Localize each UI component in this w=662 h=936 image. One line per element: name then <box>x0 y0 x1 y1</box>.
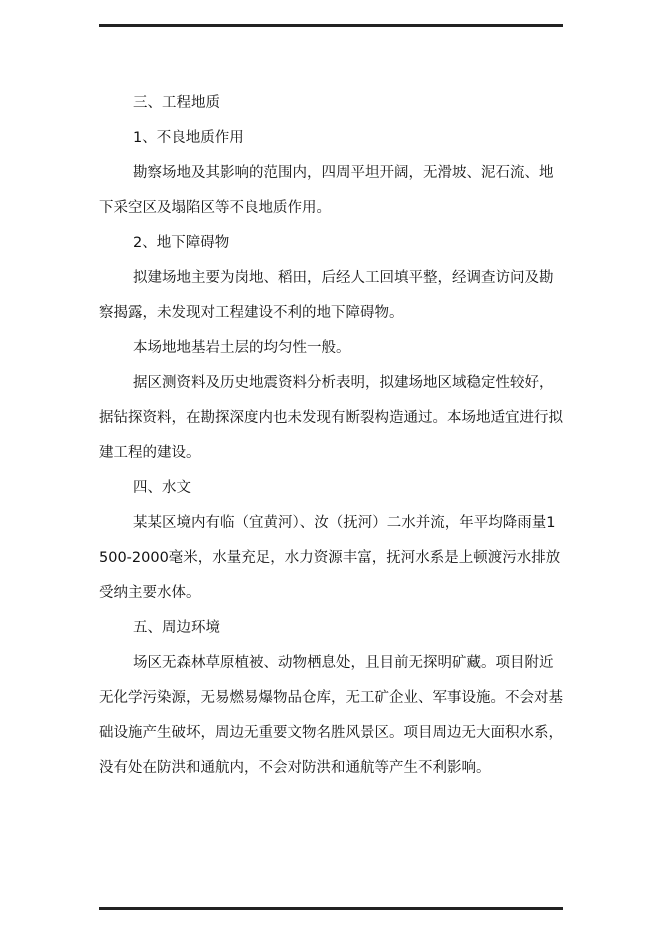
section-heading-engineering-geology: 三、工程地质 <box>133 95 220 111</box>
paragraph-hydrology: 某某区境内有临（宜黄河）、汝（抚河）二水并流，年平均降雨量1500-2000毫米，水量充足，水力资源丰富，抚河水系是上顿渡污水排放受纳主要水体。 <box>99 515 561 601</box>
section-heading-surroundings: 五、周边环境 <box>133 620 220 636</box>
paragraph-adverse-geology: 勘察场地及其影响的范围内，四周平坦开阔，无滑坡、泥石流、地下采空区及塌陷区等不良地质作用。 <box>99 165 554 216</box>
subheading-underground-obstacles: 2、地下障碍物 <box>133 235 230 251</box>
paragraph-underground-obstacles: 拟建场地主要为岗地、稻田，后经人工回填平整，经调查访问及勘察揭露，未发现对工程建设不利的地下障碍物。 <box>99 270 554 321</box>
paragraph-regional-stability: 据区测资料及历史地震资料分析表明，拟建场地区域稳定性较好，据钻探资料，在勘探深度内也未发现有断裂构造通过。本场地适宜进行拟建工程的建设。 <box>99 375 563 461</box>
document-content <box>99 86 563 786</box>
paragraph-foundation-uniformity: 本场地地基岩土层的均匀性一般。 <box>133 340 351 356</box>
paragraph-surroundings: 场区无森林草原植被、动物栖息处，且目前无探明矿藏。项目附近无化学污染源，无易燃易爆物品仓库，无工矿企业、军事设施。不会对基础设施产生破坏，周边无重要文物名胜风景区。项目周边无大面积水系，没有处在防洪和通航内，不会对防洪和通航等产生不利影响。 <box>99 655 563 776</box>
top-rule <box>99 24 563 27</box>
subheading-adverse-geology: 1、不良地质作用 <box>133 130 244 146</box>
section-heading-hydrology: 四、水文 <box>133 480 191 496</box>
bottom-rule <box>99 907 563 910</box>
